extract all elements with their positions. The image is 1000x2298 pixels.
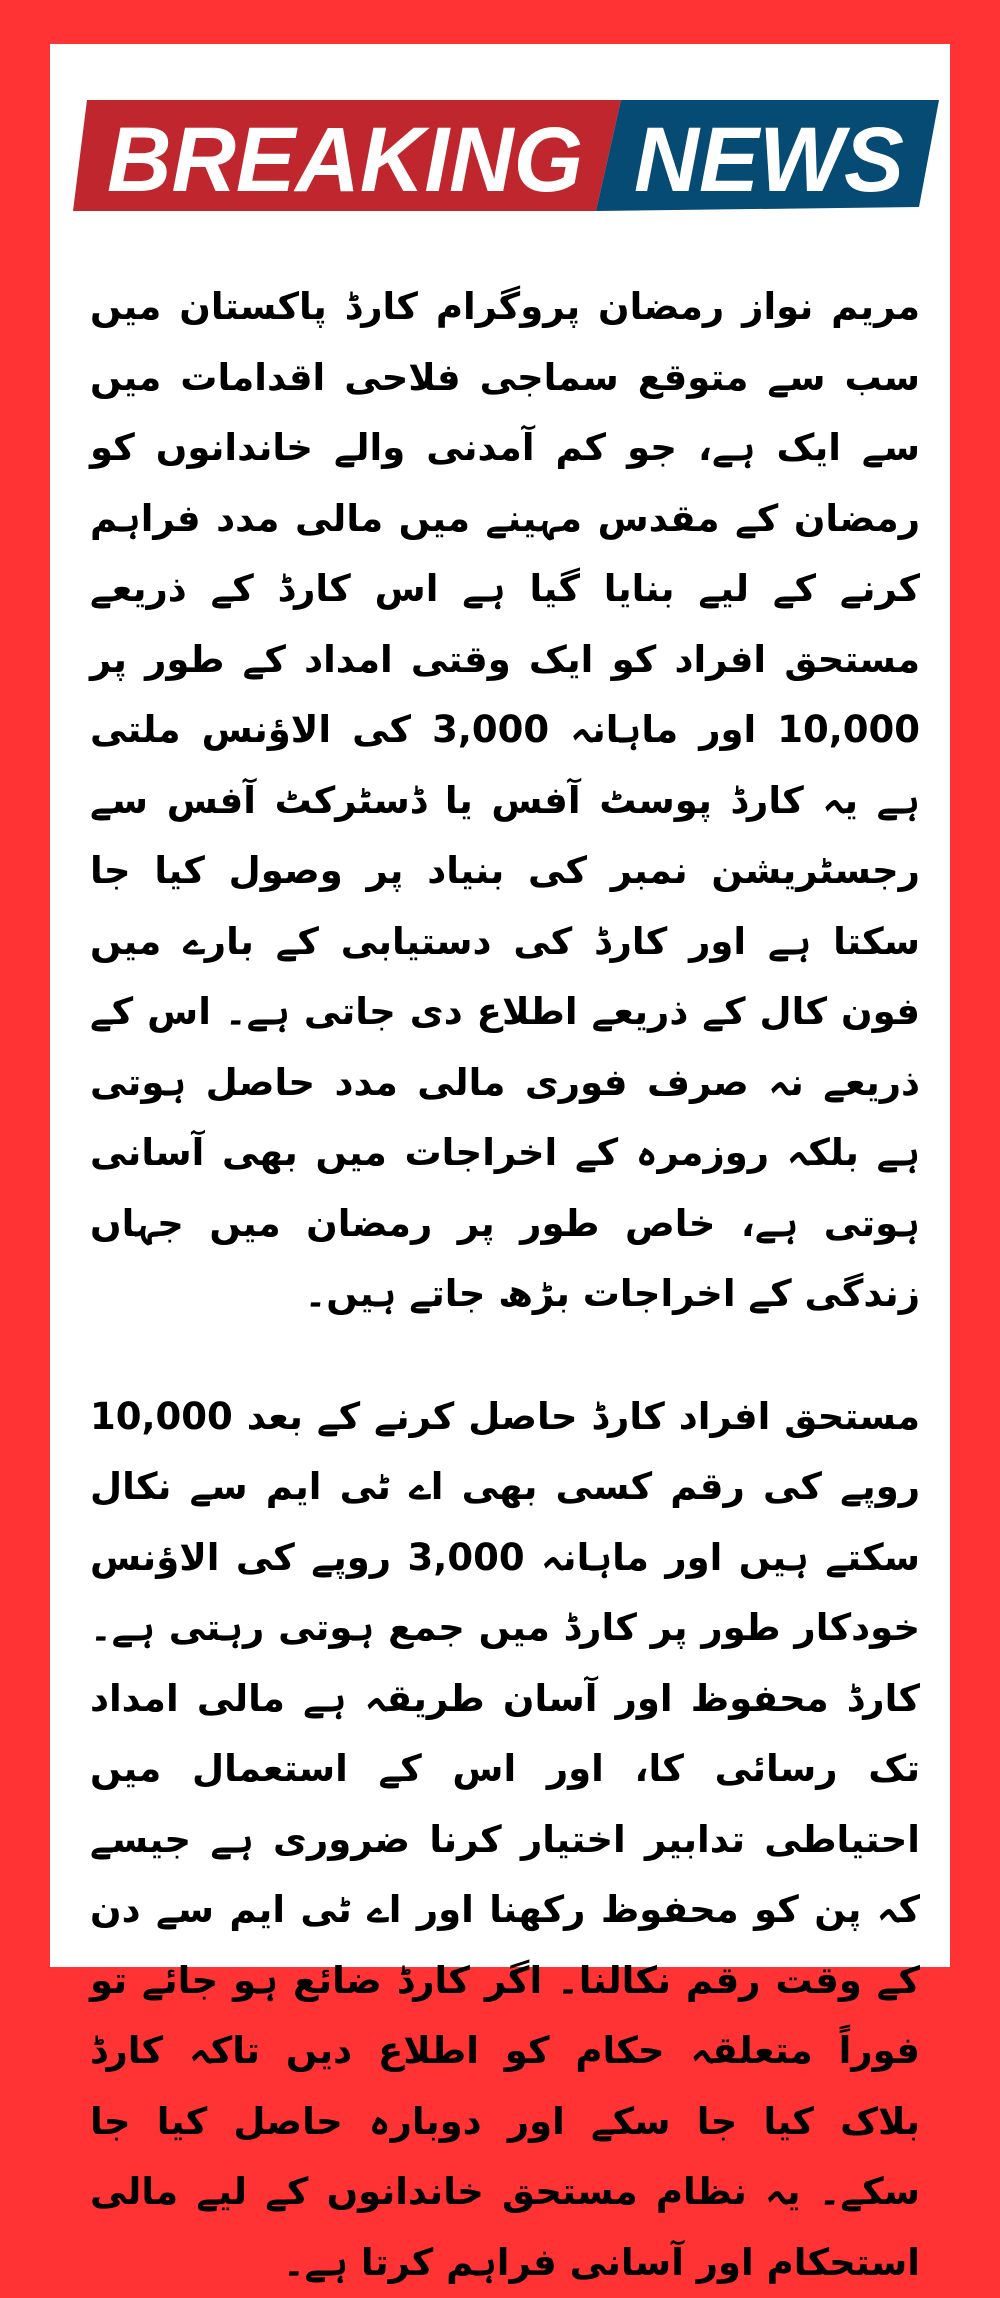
banner-word-breaking: BREAKING bbox=[107, 109, 583, 211]
article-paragraph-1: مریم نواز رمضان پروگرام کارڈ پاکستان میں سب سے متوقع سماجی فلاحی اقدامات میں سے ایک ہے، جو کم آمدنی والے خاندانوں کو رمضان کے مقدس مہینے میں مالی مدد فراہم کرنے کے لیے بنایا گیا ہے اس کارڈ کے ذریعے مستحق افراد کو ایک وقتی امداد کے طور پر 10,000 اور ماہانہ 3,000 کی الاؤنس ملتی ہے یہ کارڈ پوسٹ آفس یا ڈسٹرکٹ آفس سے رجسٹریشن نمبر کی بنیاد پر وصول کیا جا سکتا ہے اور کارڈ کی دستیابی کے بارے میں فون کال کے ذریعے اطلاع دی جاتی ہے۔ اس کے ذریعے نہ صرف فوری مالی مدد حاصل ہوتی ہے بلکہ روزمرہ کے اخراجات میں بھی آسانی ہوتی ہے، خاص طور پر رمضان میں جہاں زندگی کے اخراجات بڑھ جاتے ہیں۔ bbox=[90, 272, 920, 1330]
article-body bbox=[90, 272, 920, 2298]
banner-graphic bbox=[73, 100, 939, 211]
article-panel bbox=[50, 44, 950, 1967]
article-paragraph-2: مستحق افراد کارڈ حاصل کرنے کے بعد 10,000 روپے کی رقم کسی بھی اے ٹی ایم سے نکال سکتے ہیں اور ماہانہ 3,000 روپے کی الاؤنس خودکار طور پر کارڈ میں جمع ہوتی رہتی ہے۔ کارڈ محفوظ اور آسان طریقہ ہے مالی امداد تک رسائی کا، اور اس کے استعمال میں احتیاطی تدابیر اختیار کرنا ضروری ہے جیسے کہ پن کو محفوظ رکھنا اور اے ٹی ایم سے دن کے وقت رقم نکالنا۔ اگر کارڈ ضائع ہو جائے تو فوراً متعلقہ حکام کو اطلاع دیں تاکہ کارڈ بلاک کیا جا سکے اور دوبارہ حاصل کیا جا سکے۔ یہ نظام مستحق خاندانوں کے لیے مالی استحکام اور آسانی فراہم کرتا ہے۔ bbox=[90, 1382, 920, 2298]
banner-word-news: NEWS bbox=[634, 109, 904, 211]
breaking-news-banner bbox=[73, 100, 939, 211]
